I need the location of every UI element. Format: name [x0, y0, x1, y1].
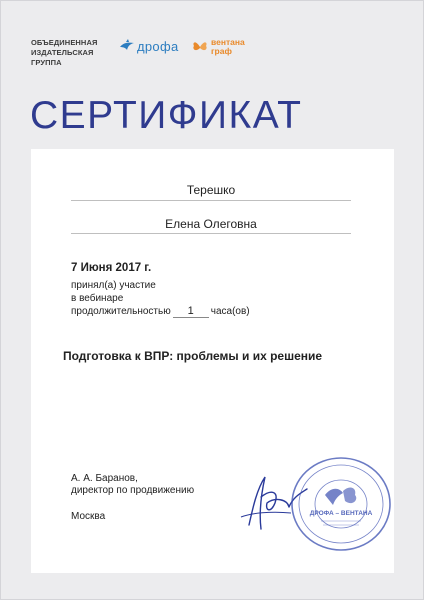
signer-name: А. А. Баранов,: [71, 473, 138, 484]
publisher-line-3: ГРУППА: [31, 58, 62, 67]
given-names-underline: [71, 233, 351, 234]
signer-block: [71, 473, 194, 497]
event-date: 7 Июня 2017 г.: [71, 262, 152, 274]
ventana-name: [211, 38, 245, 56]
stamp-text: ДРОФА – ВЕНТАНА: [309, 510, 373, 517]
drofa-logo: [119, 38, 178, 54]
ventana-logo: [192, 38, 245, 56]
hours-unit: часа(ов): [210, 306, 250, 317]
publisher-line-2: ИЗДАТЕЛЬСКАЯ: [31, 48, 94, 57]
hours-value: 1: [173, 306, 209, 318]
ventana-line-1: вентана: [211, 37, 245, 47]
ventana-butterfly-icon: [192, 39, 208, 55]
surname-underline: [71, 200, 351, 201]
webinar-topic: Подготовка к ВПР: проблемы и их решение: [63, 349, 323, 363]
publisher-line-1: ОБЪЕДИНЕННАЯ: [31, 38, 98, 47]
recipient-given-names: Елена Олеговна: [165, 217, 257, 231]
signer-position: директор по продвижению: [71, 485, 195, 496]
participation-text: принял(а) участие: [71, 280, 156, 291]
drofa-name: дрофа: [137, 38, 179, 54]
ventana-line-2: граф: [211, 46, 232, 56]
official-stamp: [289, 455, 393, 553]
drofa-bird-icon: [119, 38, 135, 54]
certificate-card: [31, 149, 394, 573]
city: Москва: [71, 511, 106, 522]
duration-line: [71, 306, 250, 318]
webinar-text: в вебинаре: [71, 293, 124, 304]
duration-label: продолжительностью: [71, 306, 171, 317]
recipient-surname: Терешко: [186, 183, 236, 197]
certificate-title: СЕРТИФИКАТ: [30, 94, 303, 137]
publisher-name: [31, 38, 97, 68]
